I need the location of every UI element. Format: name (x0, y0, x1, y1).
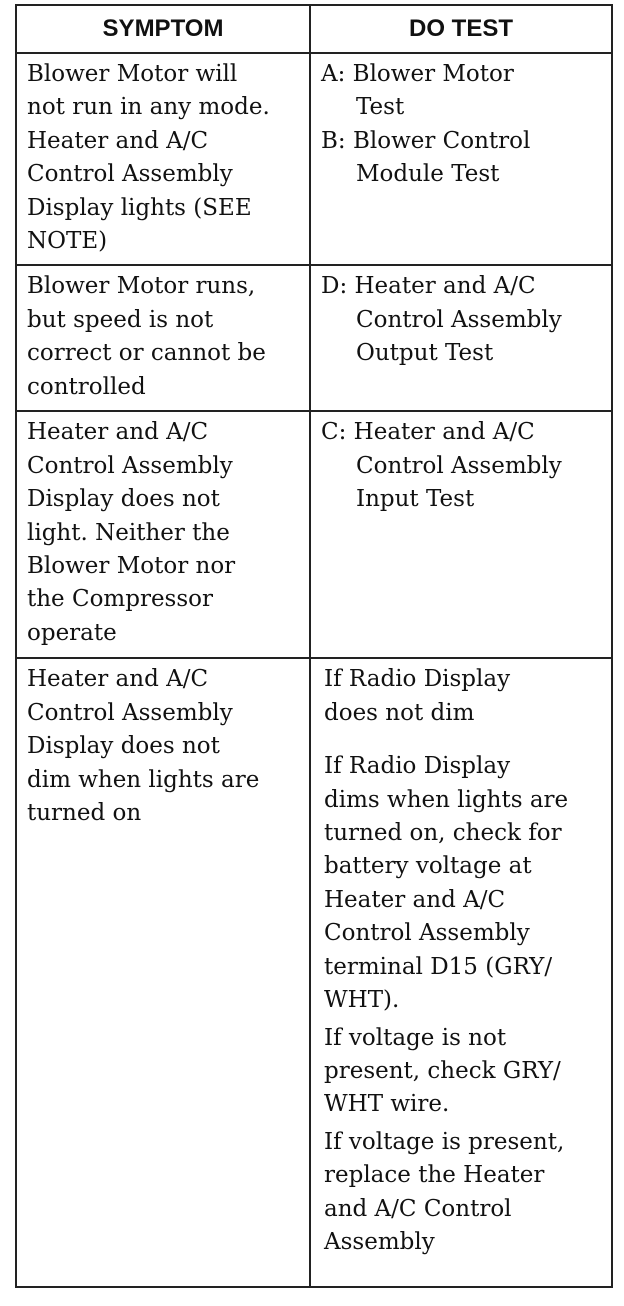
instruction-line: Control Assembly (324, 920, 530, 947)
instruction-line: replace the Heater (324, 1162, 545, 1189)
symptom-cell (16, 265, 310, 411)
instruction-line: present, check GRY/ (324, 1057, 561, 1084)
symptom-line: Blower Motor will (27, 61, 238, 87)
symptom-line: Control Assembly (27, 699, 233, 726)
instruction-line: If Radio Display (324, 666, 511, 693)
symptom-line: Control Assembly (27, 452, 233, 479)
instruction-paragraph (324, 750, 605, 1017)
do-test-cell (310, 658, 612, 1287)
symptom-cell (16, 53, 310, 265)
symptom-line: the Compressor (27, 586, 214, 613)
test-d-label-cont: Output Test (356, 340, 494, 367)
instruction-line: WHT wire. (324, 1091, 450, 1118)
test-a-label-cont: Test (356, 94, 405, 121)
instruction-line: and A/C Control (324, 1195, 512, 1222)
instruction-paragraph (324, 1022, 605, 1122)
table-row (16, 53, 612, 265)
symptom-line: Control Assembly (27, 161, 233, 188)
instruction-line: does not dim (324, 699, 475, 726)
instruction-line: Heater and A/C (324, 886, 506, 913)
instruction-line: If voltage is not (324, 1024, 507, 1051)
symptom-line: Heater and A/C (27, 127, 209, 154)
do-test-column-header: DO TEST (310, 5, 612, 53)
instruction-line: Assembly (324, 1228, 435, 1255)
symptom-cell (16, 411, 310, 658)
symptom-line: Display does not (27, 486, 220, 513)
symptom-line: Heater and A/C (27, 419, 209, 446)
table-header-row (16, 5, 612, 53)
symptom-test-table (15, 4, 613, 1288)
test-d-label-cont: Control Assembly (356, 306, 562, 333)
instruction-paragraph (324, 663, 605, 730)
symptom-line: light. Neither the (27, 519, 230, 546)
do-test-cell (310, 53, 612, 265)
instruction-line: If voltage is present, (324, 1128, 565, 1155)
symptom-line: correct or cannot be (27, 340, 266, 367)
test-c-label-cont: Input Test (356, 486, 475, 513)
test-c-label-cont: Control Assembly (356, 452, 562, 479)
do-test-cell (310, 411, 612, 658)
test-c-label: C: Heater and A/C (321, 419, 535, 446)
test-b-label-cont: Module Test (356, 161, 500, 188)
instruction-line: battery voltage at (324, 853, 532, 880)
table-row (16, 658, 612, 1287)
symptom-line: dim when lights are (27, 766, 260, 793)
test-a-label: A: Blower Motor (321, 61, 514, 87)
test-d-label: D: Heater and A/C (321, 273, 536, 300)
instruction-line: dims when lights are (324, 786, 569, 813)
table-row (16, 265, 612, 411)
symptom-line: turned on (27, 800, 142, 827)
symptom-line: Display lights (SEE (27, 194, 252, 221)
symptom-line: operate (27, 619, 117, 646)
instruction-line: turned on, check for (324, 820, 562, 847)
instruction-paragraph (324, 1126, 605, 1260)
instruction-line: If Radio Display (324, 753, 511, 780)
symptom-line: controlled (27, 373, 146, 400)
test-b-label: B: Blower Control (321, 127, 531, 154)
symptom-line: NOTE) (27, 228, 108, 255)
symptom-line: Display does not (27, 733, 220, 760)
instruction-line: WHT). (324, 987, 400, 1014)
table-row (16, 411, 612, 658)
symptom-line: but speed is not (27, 306, 214, 333)
symptom-line: Blower Motor nor (27, 553, 236, 580)
do-test-cell (310, 265, 612, 411)
symptom-column-header: SYMPTOM (16, 5, 310, 53)
symptom-line: Blower Motor runs, (27, 273, 256, 300)
symptom-line: Heater and A/C (27, 666, 209, 693)
instruction-line: terminal D15 (GRY/ (324, 953, 553, 980)
symptom-line: not run in any mode. (27, 94, 270, 121)
symptom-cell (16, 658, 310, 1287)
